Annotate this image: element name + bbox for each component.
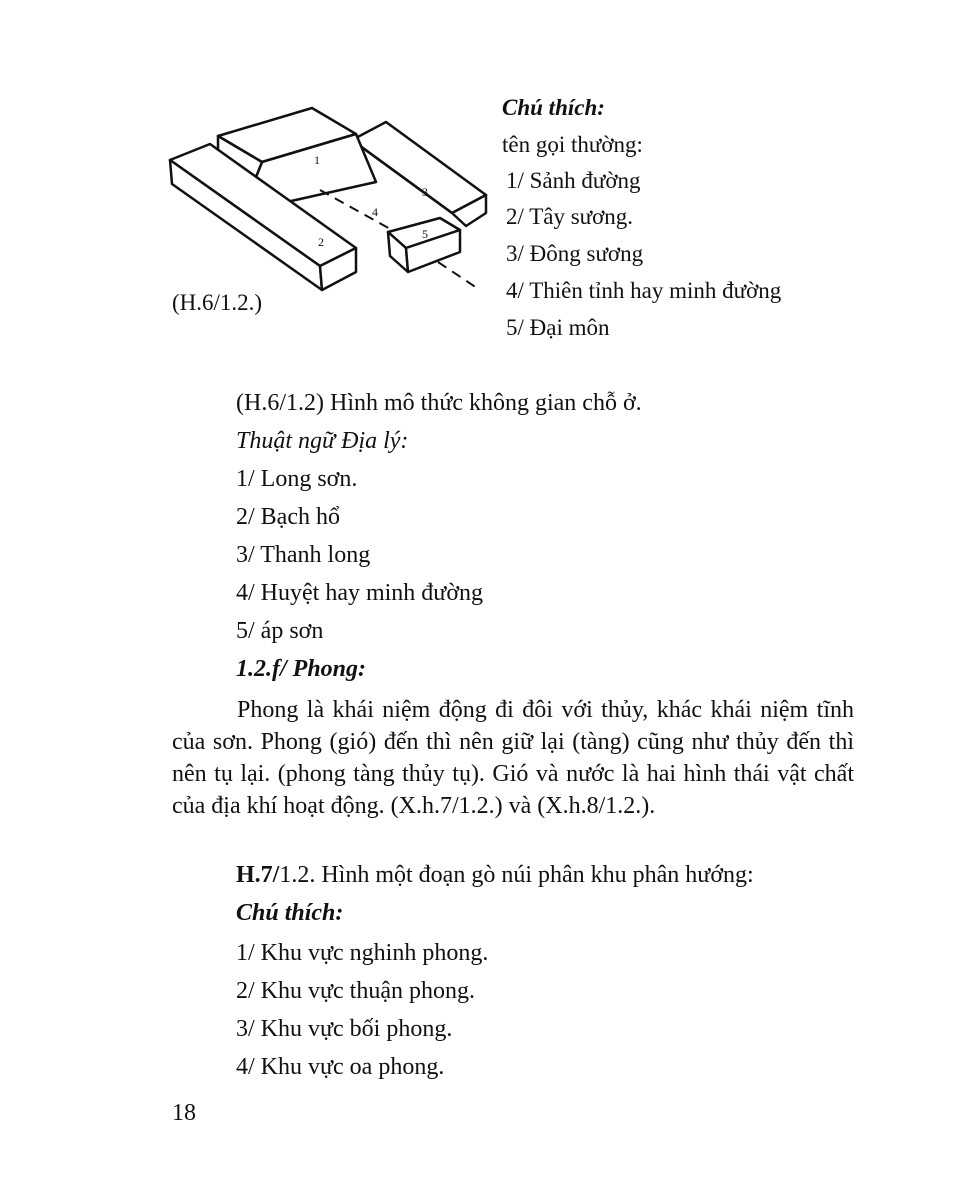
- figure7-caption: [236, 862, 754, 889]
- geo-term-item: 5/ áp sơn: [236, 618, 324, 644]
- courtyard-axis-dashed-line: [320, 190, 392, 230]
- geo-terms-heading: Thuật ngữ Địa lý:: [236, 428, 409, 454]
- part-label-4: 4: [372, 205, 378, 219]
- part-label-2: 2: [318, 235, 324, 249]
- body-paragraph: [172, 694, 854, 822]
- body-paragraph-text: Phong là khái niệm động đi đôi với thủy, khác khái niệm tĩnh của sơn. Phong (gió) đến thì nên giữ lại (tàng) cũng như thủy đến thì nên tụ lại. (phong tàng thủy tụ). Gió và nước là hai hình thái vật chất của địa khí hoạt động. (X.h.7/1.2.) và (X.h.8/1.2.).: [172, 697, 854, 819]
- legend-item: 3/ Đông sương: [506, 241, 644, 266]
- figure7-legend-item: 3/ Khu vực bối phong.: [236, 1016, 453, 1042]
- section-number: 1.2.f/: [236, 656, 287, 682]
- geo-term-item: 2/ Bạch hổ: [236, 504, 340, 530]
- page-number: 18: [172, 1100, 196, 1126]
- legend-heading: Chú thích:: [502, 95, 605, 120]
- figure7-label: H.7/: [236, 862, 280, 888]
- east-wing-top: [352, 122, 486, 213]
- legend-item: 5/ Đại môn: [506, 315, 610, 340]
- figure-caption: (H.6/1.2) Hình mô thức không gian chỗ ở.: [236, 390, 642, 416]
- figure7-caption-text: 1.2. Hình một đoạn gò núi phân khu phân hướng:: [279, 862, 754, 888]
- legend-intro: tên gọi thường:: [502, 132, 643, 157]
- figure7-legend-item: 4/ Khu vực oa phong.: [236, 1054, 445, 1080]
- figure7-legend-item: 2/ Khu vực thuận phong.: [236, 978, 475, 1004]
- geo-term-item: 4/ Huyệt hay minh đường: [236, 580, 484, 606]
- courtyard-house-diagram: [160, 100, 500, 300]
- figure7-legend-heading: Chú thích:: [236, 900, 344, 926]
- section-heading: [236, 656, 366, 683]
- part-label-1: 1: [314, 153, 320, 167]
- part-label-5: 5: [422, 227, 428, 241]
- legend-item: 2/ Tây sương.: [506, 204, 634, 229]
- gate-pointer-dashed-line: [438, 262, 480, 290]
- legend-item: 4/ Thiên tỉnh hay minh đường: [506, 278, 782, 303]
- figure7-legend-item: 1/ Khu vực nghinh phong.: [236, 940, 489, 966]
- legend-item: 1/ Sảnh đường: [506, 168, 641, 193]
- geo-term-item: 3/ Thanh long: [236, 542, 371, 568]
- section-title: Phong:: [292, 656, 367, 682]
- figure-caption-label: (H.6/1.2.): [172, 290, 263, 315]
- geo-term-item: 1/ Long sơn.: [236, 466, 358, 492]
- part-label-3: 3: [422, 185, 428, 199]
